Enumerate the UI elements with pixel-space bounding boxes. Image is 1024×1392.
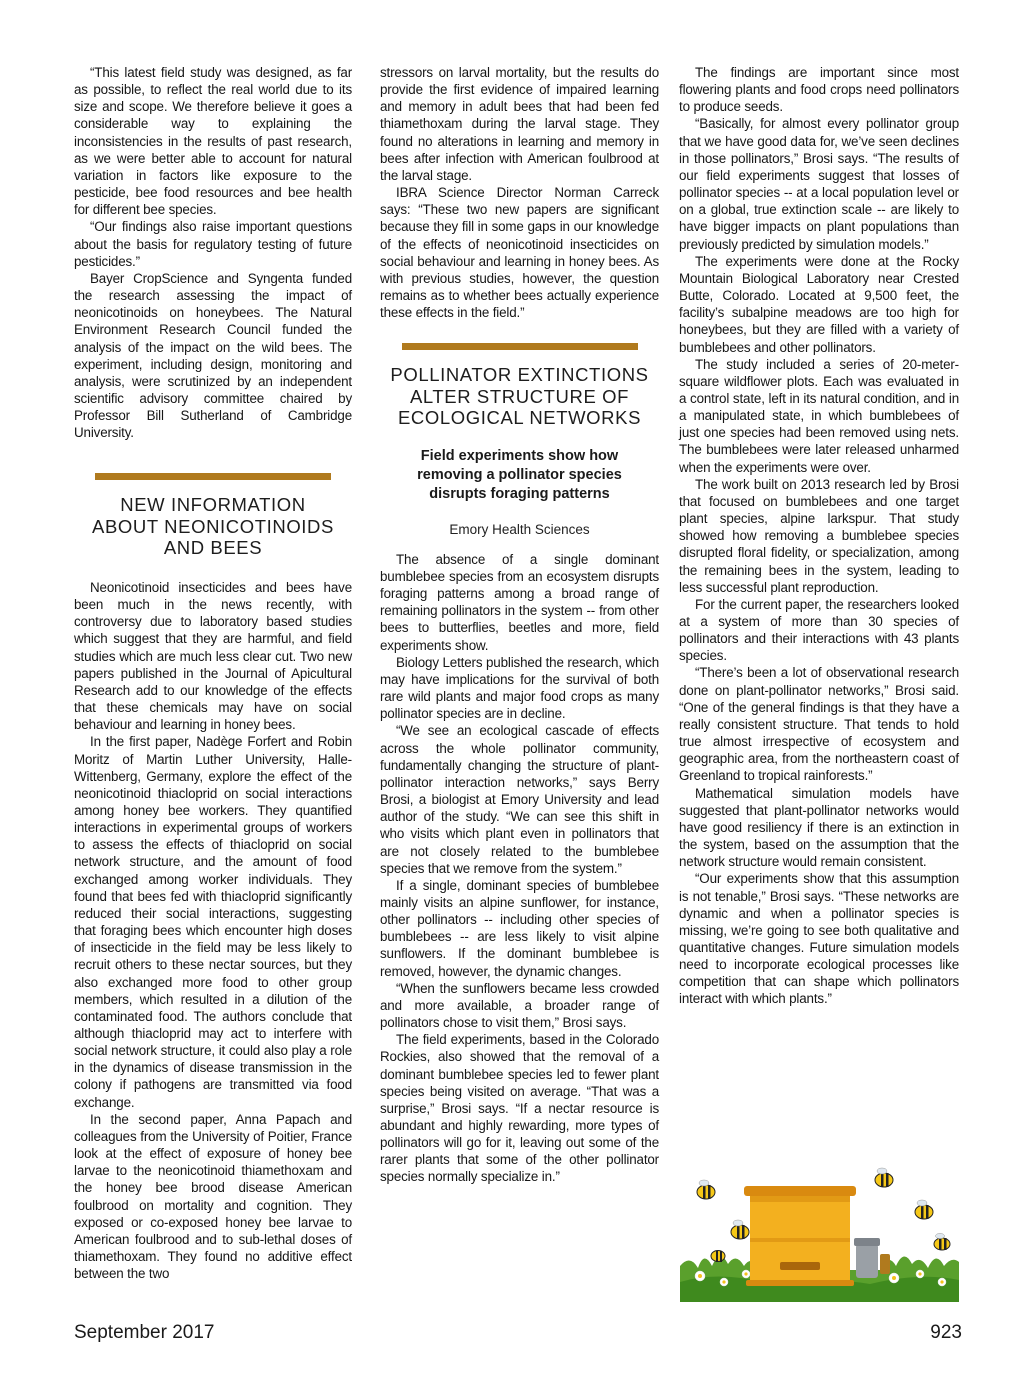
article-headline-neonicotinoids [74, 494, 352, 559]
col3-paragraph: “Basically, for almost every pollinator group that we have good data for, we’ve seen declines in those pollinators,” Brosi says. “The results of our field experiments suggest that losses of pollinator species -- at a local population level or on a global, true extinction scale -- are likely to have bigger impacts on plant populations than previously predicted by simulation models.” [679, 116, 959, 252]
headline-line: NEW INFORMATION [120, 494, 306, 516]
col2-paragraph: IBRA Science Director Norman Carreck says: “These two new papers are significant because they fill in some gaps in our knowledge of the effects of neonicotinoid insecticides on social behaviour and learning in honey bees. As with previous studies, however, the question remains as to whether bees actually experience these effects in the field.” [380, 185, 659, 321]
beehive-illustration [680, 1158, 959, 1302]
col3-paragraph: For the current paper, the researchers looked at a system of more than 30 species of pollinators and their interactions with 43 plants species. [679, 596, 959, 664]
col1-paragraph: “Our findings also raise important questions about the basis for regulatory testing of future pesticides.” [74, 219, 352, 269]
col2-paragraph: The field experiments, based in the Colorado Rockies, also showed that the removal of a dominant bumblebee species led to fewer plant species being visited on average. “That was a surprise,” Brosi says. “If a nectar resource is abundant and highly rewarding, more types of pollinators will go for it, leaving out some of the rarer plants that some of the other pollinator species normally specialize in.” [380, 1032, 659, 1185]
col2-paragraph: stressors on larval mortality, but the results do provide the first evidence of impaired learning and memory in adult bees that had been fed thiamethoxam during the larval stage. They found no alterations in learning and memory in bees after infection with American foulbrood at the larval stage. [380, 65, 659, 183]
col3-paragraph: Mathematical simulation models have suggested that plant-pollinator networks would have good resiliency if there is an extinction in the system, based on the assumption that the network structure would remain consistent. [679, 785, 959, 870]
col3-paragraph: The experiments were done at the Rocky Mountain Biological Laboratory near Crested Butte, Colorado. Located at 9,500 feet, the facility’s subalpine meadows are too high for honeybees, but they are filled with a variety of bumblebees and other pollinators. [679, 253, 959, 355]
col3-paragraph: The study included a series of 20-meter-square wildflower plots. Each was evaluated in a control state, left in its natural condition, and in a manipulated state, in which bumblebees of just one species had been removed using nets. The bumblebees were later released unharmed when the experiments were over. [679, 356, 959, 475]
section-divider [95, 473, 331, 480]
subhead-line: Field experiments show how [420, 447, 619, 464]
headline-line: POLLINATOR EXTINCTIONS [390, 364, 649, 386]
column-1 [74, 64, 352, 1282]
headline-line: AND BEES [163, 537, 263, 559]
col1-paragraph: In the first paper, Nadège Forfert and Robin Moritz of Martin Luther University, Halle-Wittenberg, Germany, explore the effect of the neonicotinoid thiacloprid on social interactions among honey bee workers. They quantified interactions in experimental groups of workers to assess the effects of thiacloprid on social network structure, and the amount of food exchanged among worker individuals. They found that bees fed with thiacloprid significantly reduced their social interactions, suggesting that foraging bees which encounter high doses of insecticide in the field may be less likely to recruit others to these nectar sources, but they also exchanged more food to other group members, which resulted in a dilution of the contaminated food. The authors conclude that although thiacloprid may act to interfere with social network structure, it could also play a role in the dynamics of disease transmission in the colony if pathogens are transmitted via food exchange. [74, 734, 352, 1110]
col1-paragraph: “This latest field study was designed, as far as possible, to reflect the real world due to its size and scope. We therefore believe it goes a considerable way to explaining the inconsistencies in the results of past research, as we were better able to account for natural variation in factors like exposure to the pesticide, bee food resources and bee health for different bee species. [74, 65, 352, 218]
col1-paragraph: In the second paper, Anna Papach and colleagues from the University of Poitier, France look at the effect of exposure of honey bee larvae to the neonicotinoid thiamethoxam and the honey bee brood disease American foulbrood on mortality and cognition. They exposed or co-exposed honey bee larvae to American foulbrood and to sub-lethal doses of thiamethoxam. They found no additive effect between the two [74, 1111, 352, 1282]
article-headline-pollinator-extinctions [380, 364, 659, 429]
col3-paragraph: The work built on 2013 research led by Brosi that focused on bumblebees and one target plant species, alpine larkspur. That study showed how removing a bumblebee species disrupted floral fidelity, or specialization, among the remaining bees in the system, leading to less successful plant reproduction. [679, 476, 959, 595]
column-2 [380, 64, 659, 1186]
col3-paragraph: The findings are important since most flowering plants and food crops need pollinators to produce seeds. [679, 65, 959, 115]
col2-paragraph: The absence of a single dominant bumblebee species from an ecosystem disrupts foraging patterns among a broad range of remaining pollinators in the system -- from other bees to butterflies, beetles and more, field experiments show. [380, 551, 659, 653]
subhead-line: disrupts foraging patterns [429, 485, 610, 502]
article-subheadline [380, 447, 659, 504]
col2-paragraph: If a single, dominant species of bumblebee mainly visits an alpine sunflower, for instance, other pollinators -- including other species of bumblebees -- are less likely to visit alpine sunflowers. If the dominant bumblebee is removed, however, the dynamic changes. [380, 877, 659, 979]
footer-page-number: 923 [930, 1322, 962, 1343]
section-divider [402, 343, 638, 350]
headline-line: ALTER STRUCTURE OF [409, 385, 630, 407]
headline-line: ECOLOGICAL NETWORKS [397, 407, 642, 429]
col1-paragraph: Bayer CropScience and Syngenta funded the research assessing the impact of neonicotinoids on honeybees. The Natural Environment Research Council funded the analysis of the impact on the wild bees. The experiment, including design, monitoring and analysis, were scrutinized by an independent scientific advisory committee chaired by Professor Bill Sutherland of Cambridge University. [74, 270, 352, 441]
col2-paragraph: “We see an ecological cascade of effects across the whole pollinator community, fundamentally changing the structure of plant-pollinator interaction networks,” says Berry Brosi, a biologist at Emory University and lead author of the study. “We can see this shift in who visits which plant even in pollinators that are not closely related to the bumblebee species that we remove from the system.” [380, 723, 659, 876]
col3-paragraph: “There’s been a lot of observational research done on plant-pollinator networks,” Brosi said. “One of the general findings is that they have a really consistent structure. That tends to hold true almost irrespective of ecosystem and geographic area, from the northeastern coast of Greenland to tropical rainforests.” [679, 665, 959, 784]
col1-paragraph: Neonicotinoid insecticides and bees have been much in the news recently, with controversy due to laboratory based studies which suggest that they are harmful, and field studies which are much less clear cut. Two new papers published in the Journal of Apicultural Research add to our knowledge of the effects that these chemicals may have on social behaviour and learning in honey bees. [74, 579, 352, 733]
byline: Emory Health Sciences [449, 521, 590, 537]
headline-line: ABOUT NEONICOTINOIDS [92, 515, 334, 537]
subhead-line: removing a pollinator species [417, 466, 622, 483]
col2-paragraph: “When the sunflowers became less crowded and more available, a broader range of pollinators chose to visit them,” Brosi says. [380, 980, 659, 1031]
col2-paragraph: Biology Letters published the research, which may have implications for the survival of both rare wild plants and major food crops as many pollinator species are in decline. [380, 654, 659, 722]
column-3 [679, 64, 959, 1008]
col3-paragraph: “Our experiments show that this assumption is not tenable,” Brosi says. “These networks are dynamic and when a pollinator species is missing, we’re going to see both qualitative and quantitative changes. Future simulation models need to incorporate ecological processes like competition that can shape which pollinators interact with which plants.” [679, 871, 959, 1007]
footer-date: September 2017 [74, 1322, 215, 1343]
